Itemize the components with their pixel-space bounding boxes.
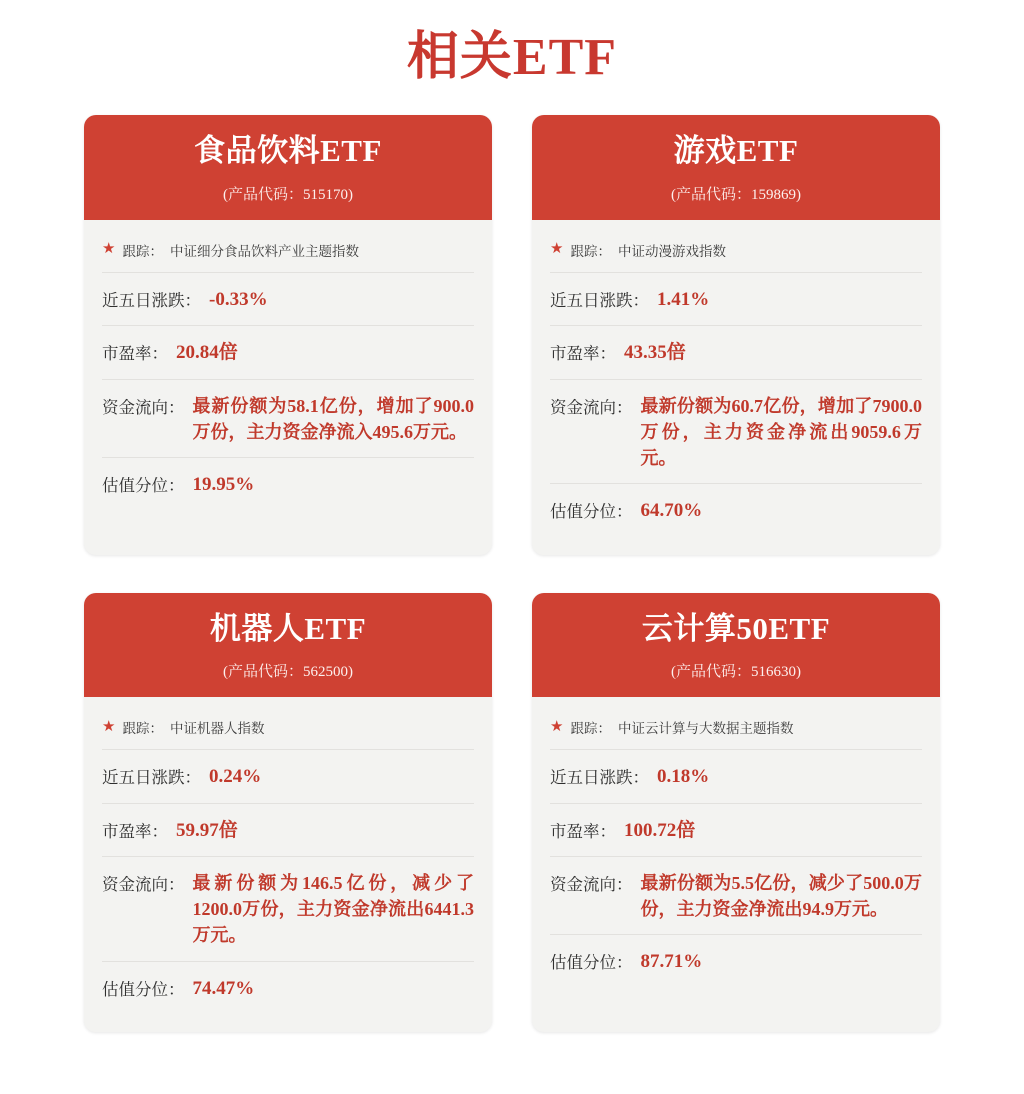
etf-code-suffix: ) xyxy=(796,186,801,203)
etf-code-value: 562500 xyxy=(303,664,348,681)
etf-name: 游戏ETF xyxy=(673,133,799,168)
etf-card-body xyxy=(84,220,492,529)
etf-track-row xyxy=(550,234,922,273)
etf-code xyxy=(546,183,926,204)
etf-card-body xyxy=(84,697,492,1032)
etf-flow-value: 最新份额为5.5亿份，减少了500.0万份，主力资金净流出94.9万元。 xyxy=(640,873,922,920)
etf-pe-row xyxy=(550,326,922,380)
etf-track-label: 跟踪： xyxy=(122,721,163,737)
etf-pe-label: 市盈率： xyxy=(102,344,168,364)
etf-card[interactable] xyxy=(532,115,940,555)
etf-change5d-row xyxy=(550,750,922,804)
etf-track-row xyxy=(102,234,474,273)
etf-track-label: 跟踪： xyxy=(122,243,163,259)
etf-percentile-label: 估值分位： xyxy=(102,475,185,495)
etf-percentile-label: 估值分位： xyxy=(550,953,633,973)
etf-change5d-row xyxy=(550,273,922,327)
etf-flow-row xyxy=(550,857,922,935)
etf-name: 云计算50ETF xyxy=(641,610,831,646)
etf-percentile-label: 估值分位： xyxy=(550,502,633,522)
etf-pe-row xyxy=(102,326,474,380)
etf-track-row xyxy=(550,711,922,750)
etf-pe-row xyxy=(102,804,474,858)
etf-card[interactable] xyxy=(84,593,492,1033)
etf-card-header xyxy=(84,593,492,698)
star-icon: ★ xyxy=(102,241,116,258)
etf-pe-label: 市盈率： xyxy=(102,821,168,841)
etf-flow-value: 最新份额为60.7亿份，增加了7900.0万份，主力资金净流出9059.6万元。 xyxy=(640,395,922,468)
etf-track-value: 中证机器人指数 xyxy=(169,721,265,737)
etf-code-prefix: (产品代码： xyxy=(223,664,303,681)
etf-code-suffix: ) xyxy=(348,186,353,203)
etf-code-prefix: (产品代码： xyxy=(671,186,751,203)
etf-change5d-label: 近五日涨跌： xyxy=(550,290,649,310)
etf-pe-label: 市盈率： xyxy=(550,344,616,364)
etf-percentile-row xyxy=(102,458,474,511)
etf-card-body xyxy=(532,697,940,1006)
etf-percentile-value: 74.47% xyxy=(192,977,255,999)
etf-code-prefix: (产品代码： xyxy=(223,186,303,203)
etf-card-grid xyxy=(0,115,1024,1032)
etf-flow-row xyxy=(102,380,474,458)
etf-change5d-value: 0.24% xyxy=(209,766,262,788)
etf-page xyxy=(0,14,1024,1094)
etf-name: 机器人ETF xyxy=(209,610,367,646)
etf-flow-value: 最新份额为146.5亿份，减少了1200.0万份，主力资金净流出6441.3万元。 xyxy=(192,873,474,946)
etf-card-header xyxy=(532,593,940,698)
etf-flow-row xyxy=(550,380,922,484)
etf-flow-label: 资金流向： xyxy=(550,397,633,417)
etf-pe-value: 100.72倍 xyxy=(624,819,696,841)
star-icon: ★ xyxy=(550,718,564,735)
etf-card[interactable] xyxy=(84,115,492,555)
etf-pe-value: 20.84倍 xyxy=(176,342,238,364)
etf-change5d-value: -0.33% xyxy=(209,288,268,310)
star-icon: ★ xyxy=(102,718,116,735)
etf-track-value: 中证云计算与大数据主题指数 xyxy=(617,721,794,737)
etf-code xyxy=(98,660,478,681)
etf-track-label: 跟踪： xyxy=(570,721,611,737)
etf-pe-value: 59.97倍 xyxy=(176,819,238,841)
etf-change5d-value: 1.41% xyxy=(657,288,710,310)
etf-track-row xyxy=(102,711,474,750)
etf-flow-label: 资金流向： xyxy=(102,397,185,417)
etf-pe-label: 市盈率： xyxy=(550,821,616,841)
etf-card-header xyxy=(84,115,492,220)
etf-code xyxy=(546,660,926,681)
etf-change5d-value: 0.18% xyxy=(657,766,710,788)
etf-change5d-label: 近五日涨跌： xyxy=(102,768,201,788)
etf-percentile-row xyxy=(550,935,922,988)
etf-code-prefix: (产品代码： xyxy=(671,664,751,681)
etf-flow-row xyxy=(102,857,474,961)
etf-track-value: 中证动漫游戏指数 xyxy=(617,243,726,259)
page-title: 相关ETF xyxy=(406,29,618,86)
etf-code-value: 515170 xyxy=(303,186,348,203)
etf-pe-value: 43.35倍 xyxy=(624,342,686,364)
etf-code-value: 516630 xyxy=(751,664,796,681)
etf-pe-row xyxy=(550,804,922,858)
etf-percentile-value: 64.70% xyxy=(640,500,703,522)
etf-card[interactable] xyxy=(532,593,940,1033)
etf-flow-value: 最新份额为58.1亿份，增加了900.0万份，主力资金净流入495.6万元。 xyxy=(192,395,474,442)
etf-card-header xyxy=(532,115,940,220)
etf-percentile-value: 87.71% xyxy=(640,951,703,973)
etf-change5d-label: 近五日涨跌： xyxy=(102,290,201,310)
etf-percentile-label: 估值分位： xyxy=(102,979,185,999)
etf-name: 食品饮料ETF xyxy=(194,133,382,168)
etf-track-value: 中证细分食品饮料产业主题指数 xyxy=(169,243,359,259)
etf-code-suffix: ) xyxy=(796,664,801,681)
etf-percentile-row xyxy=(550,484,922,537)
etf-code-suffix: ) xyxy=(348,664,353,681)
etf-code xyxy=(98,183,478,204)
etf-card-body xyxy=(532,220,940,555)
star-icon: ★ xyxy=(550,241,564,258)
etf-percentile-row xyxy=(102,962,474,1015)
etf-flow-label: 资金流向： xyxy=(102,875,185,895)
etf-percentile-value: 19.95% xyxy=(192,473,255,495)
etf-change5d-row xyxy=(102,750,474,804)
etf-flow-label: 资金流向： xyxy=(550,875,633,895)
etf-change5d-label: 近五日涨跌： xyxy=(550,768,649,788)
etf-code-value: 159869 xyxy=(751,186,796,203)
etf-track-label: 跟踪： xyxy=(570,243,611,259)
etf-change5d-row xyxy=(102,273,474,327)
